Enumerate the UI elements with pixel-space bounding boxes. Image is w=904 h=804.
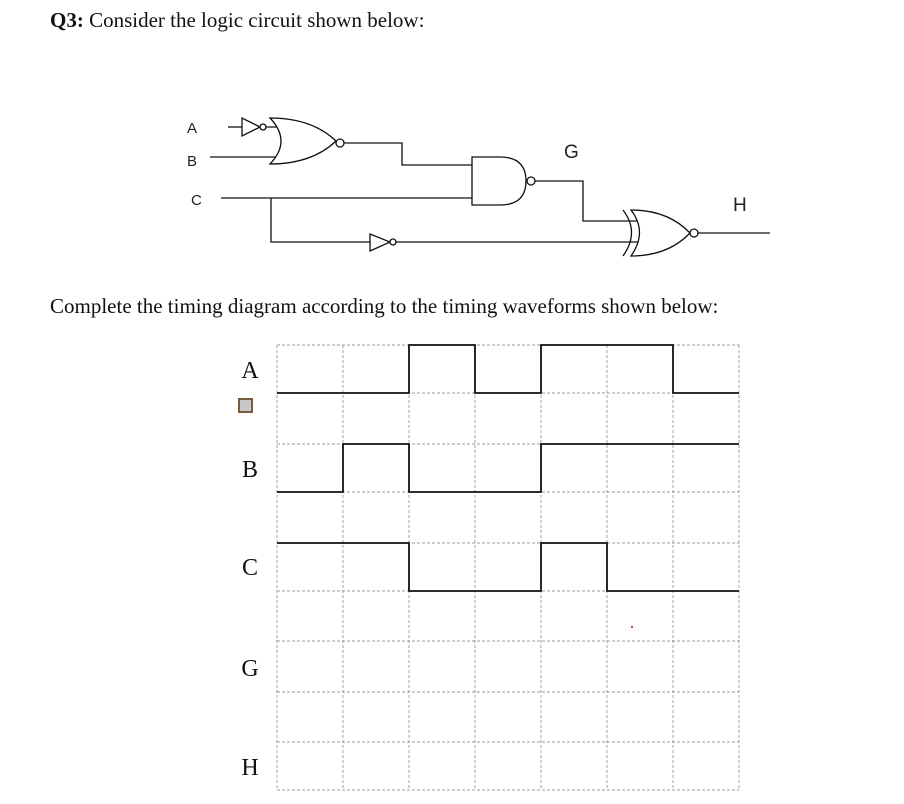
input-label-c: C (191, 192, 202, 209)
checkbox-icon[interactable] (239, 399, 252, 412)
wire-nor-out (344, 143, 472, 165)
logic-circuit (0, 0, 904, 290)
nor-gate (270, 118, 344, 164)
wire-c-branch (271, 198, 370, 242)
output-label-g: G (564, 142, 579, 163)
output-label-h: H (733, 195, 747, 216)
signal-label-g: G (241, 656, 259, 682)
question-number: Q3: (50, 8, 84, 32)
waveform-b (277, 444, 739, 492)
question-text: Consider the logic circuit shown below: (89, 8, 425, 32)
input-label-b: B (187, 153, 198, 170)
nand-gate (472, 157, 535, 205)
timing-grid (277, 345, 739, 790)
not-gate-c (370, 234, 396, 251)
not-gate-a (242, 118, 266, 136)
timing-waveforms (277, 345, 739, 591)
wire-g (535, 181, 640, 221)
waveform-a (277, 345, 739, 393)
timing-labels (241, 358, 259, 781)
signal-label-h: H (241, 755, 259, 781)
dot-mark (631, 626, 633, 628)
signal-label-c: C (241, 555, 259, 581)
signal-label-b: B (241, 457, 259, 483)
instruction-text: Complete the timing diagram according to the timing waveforms shown below: (50, 294, 719, 318)
xnor-gate (623, 210, 698, 256)
signal-label-a: A (241, 358, 259, 384)
waveform-c (277, 543, 739, 591)
input-label-a: A (187, 120, 198, 137)
